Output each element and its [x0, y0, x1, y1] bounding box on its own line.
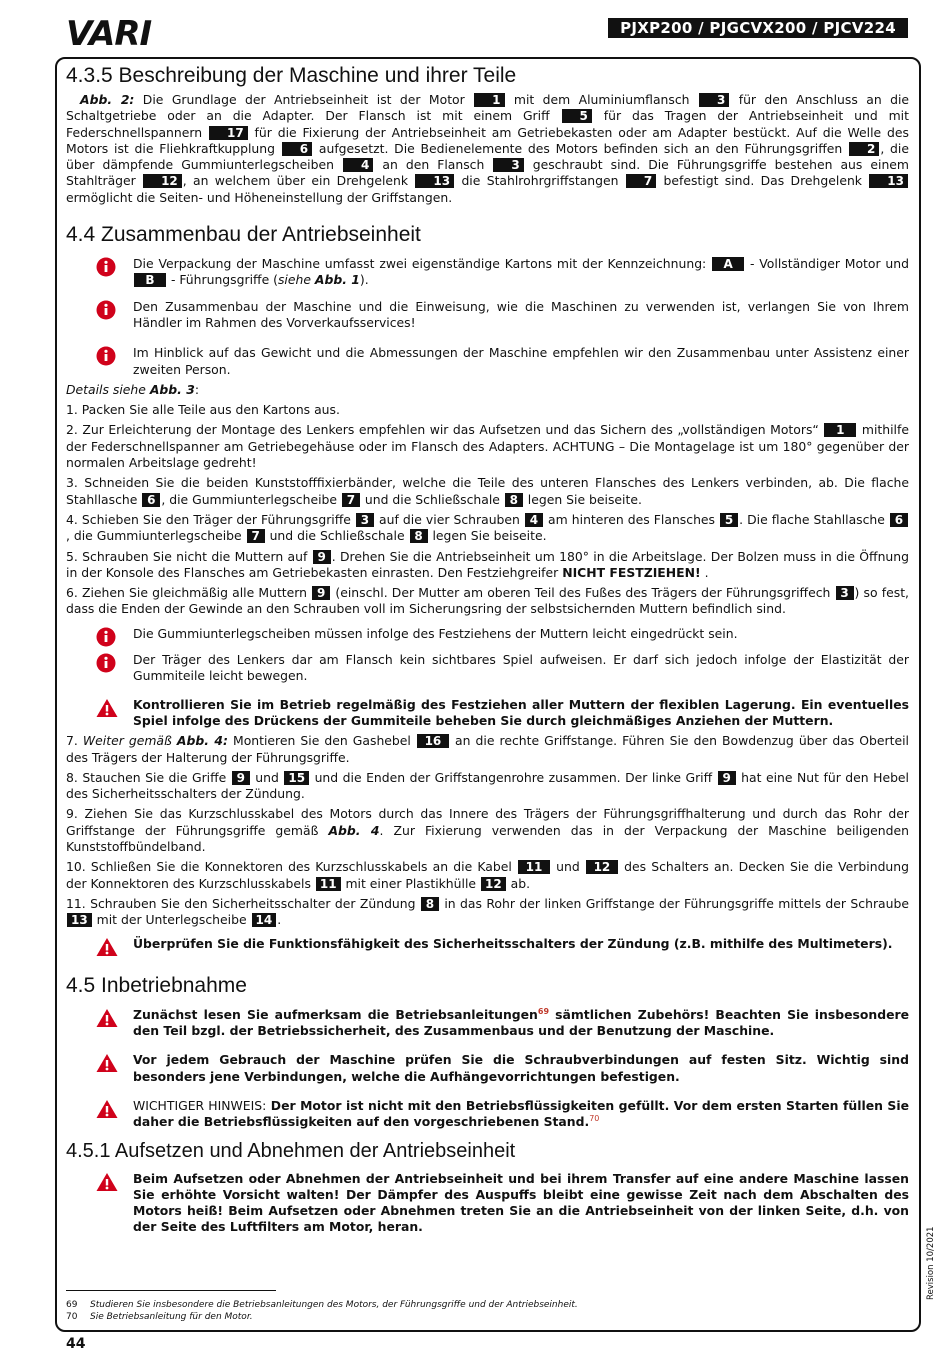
part-number-badge: 4: [525, 513, 543, 527]
part-number-badge: 9: [718, 771, 736, 785]
info-note: Der Träger des Lenkers dar am Flansch kein sichtbares Spiel aufweisen. Er darf sich jedoch infolge der Elastizität der Gummiteile leicht bewegen.: [66, 652, 909, 685]
part-number-badge: 13: [67, 913, 92, 927]
part-number-badge: 6: [282, 142, 312, 156]
revision-label: Revision 10/2021: [926, 1226, 936, 1300]
warning-note: Vor jedem Gebrauch der Maschine prüfen Sie die Schraubverbindungen auf festen Sitz. Wichtig sind besonders jene Verbindungen, welche die Aufhängevorrichtungen befestigen.: [66, 1052, 909, 1085]
warning-note: Kontrollieren Sie im Betrieb regelmäßig des Festziehen aller Muttern der flexiblen Lagerung. Ein eventuelles Spiel infolge des Drückens der Gummiteile beheben Sie durch gleichmäßiges Anziehen der Muttern.: [66, 697, 909, 730]
part-number-badge: 7: [626, 174, 656, 188]
part-number-badge: 9: [312, 586, 330, 600]
info-note: Die Gummiunterlegscheiben müssen infolge des Festziehens der Muttern leicht eingedrückt sein.: [66, 626, 909, 642]
section-4-3-5-title: 4.3.5 Beschreibung der Maschine und ihrer Teile: [66, 64, 517, 87]
step-11: 11. Schrauben Sie den Sicherheitsschalter der Zündung 8 in das Rohr der linken Griffstange der Führungsgriffe mittels der Schraube 13 mit der Unterlegscheibe 14 .: [66, 895, 909, 928]
carton-label-badge: B: [134, 273, 166, 287]
step-7: 7. Weiter gemäß Abb. 4: Montieren Sie den Gashebel 16 an die rechte Griffstange. Führen Sie den Bowdenzug über das Oberteil des Trägers der Halterung der Führungsgriffe.: [66, 733, 910, 765]
info-icon: [96, 653, 116, 673]
info-note: Im Hinblick auf das Gewicht und die Abmessungen der Maschine empfehlen wir den Zusammenbau unter Assistenz einer zweiten Person.: [66, 345, 909, 378]
part-number-badge: 9: [232, 771, 250, 785]
warning-note: WICHTIGER HINWEIS: Der Motor ist nicht mit den Betriebsflüssigkeiten gefüllt. Vor dem ersten Starten füllen Sie daher die Betriebsflüssigkeiten auf den vorgeschriebenen Stand.$^{70}$: [66, 1098, 909, 1131]
part-number-badge: 6: [890, 513, 908, 527]
warning-icon: [96, 1008, 118, 1028]
info-icon: [96, 257, 116, 277]
info-icon: [96, 346, 116, 366]
part-number-badge: 8: [421, 897, 439, 911]
part-number-badge: 1: [824, 423, 856, 437]
page-content: [66, 63, 909, 1236]
footnote: 69 Studieren Sie insbesondere die Betriebsanleitungen des Motors, der Führungsgriffe und der Antriebseinheit.: [66, 1300, 578, 1310]
part-number-badge: 5: [562, 109, 592, 123]
step-3: 3. Schneiden Sie die beiden Kunststofffixierbänder, welche die Teile des unteren Flansches des Lenkers verbinden, ab. Die flache Stahllasche 6 , die Gummiunterlegscheibe 7 und die Schließschale 8 legen Sie beiseite.: [66, 475, 909, 507]
info-icon: [96, 627, 116, 647]
part-number-badge: 3: [356, 513, 374, 527]
footnote-ref: 69: [537, 1006, 550, 1016]
step-5: 5. Schrauben Sie nicht die Muttern auf 9 . Drehen Sie die Antriebseinheit um 180° in die Arbeitslage. Der Bolzen muss in die Öffnung in der Konsole des Flansches am Getriebekasten einrasten. Den Festziehgreifer NICHT FESTZIEHEN! .: [66, 548, 909, 580]
model-label: PJXP200 / PJGCVX200 / PJCV224: [608, 18, 908, 38]
warning-note: Zunächst lesen Sie aufmerksam die Betriebsanleitungen$^{69}$ sämtlichen Zubehörs! Beachten Sie insbesondere den Teil bzgl. der Betriebssicherheit, des Zusammenbaus und der Benutzung der Maschine.: [66, 1007, 909, 1040]
part-number-badge: 2: [849, 142, 879, 156]
warning-icon: [96, 937, 118, 957]
step-6: 6. Ziehen Sie gleichmäßig alle Muttern 9 (einschl. Der Mutter am oberen Teil des Fußes des Trägers der Führungsgriffech 3 ) so fest, dass die Enden der Gewinde an den Schrauben voll im Sicherungsring der selbstsichernden Muttern befindlich sind.: [66, 585, 909, 617]
footnote-divider: [66, 1290, 276, 1291]
part-number-badge: 7: [342, 493, 360, 507]
footnote-ref: 70: [589, 1114, 600, 1124]
warning-icon: [96, 1053, 118, 1073]
step-4: 4. Schieben Sie den Träger der Führungsgriffe 3 auf die vier Schrauben 4 am hinteren des Flansches 5 . Die flache Stahllasche 6, die Gummiunterlegscheibe 7 und die Schließschale 8 legen Sie beiseite.: [66, 512, 909, 545]
part-number-badge: 12: [586, 860, 618, 874]
part-number-badge: 15: [284, 771, 309, 785]
part-number-badge: 5: [720, 513, 738, 527]
carton-label-badge: A: [712, 257, 744, 271]
part-number-badge: 3: [699, 93, 729, 107]
details-line: Details siehe Abb. 3:: [66, 381, 200, 397]
part-number-badge: 7: [247, 529, 265, 543]
part-number-badge: 16: [417, 734, 449, 748]
page-number: 44: [66, 1336, 86, 1352]
step-2: 2. Zur Erleichterung der Montage des Lenkers empfehlen wir das Aufsetzen und das Sichern des „vollständigen Motors“ 1 mithilfe der Federschnellspanner am Getriebegehäuse oder im Flansch des Adapters. ACHTUNG – Die Montagelage ist um 180° gegenüber der normalen Arbeitslage gedreht!: [66, 422, 909, 471]
part-number-badge: 8: [505, 493, 523, 507]
part-number-badge: 4: [343, 158, 373, 172]
info-note: Die Verpackung der Maschine umfasst zwei eigenständige Kartons mit der Kennzeichnung: A - Vollständiger Motor und B - Führungsgriffe (siehe Abb. 1).: [66, 256, 909, 289]
warning-icon: [96, 1172, 118, 1192]
part-number-badge: 11: [518, 860, 550, 874]
step-9: 9. Ziehen Sie das Kurzschlusskabel des Motors durch das Innere des Trägers der Führungsgriffhalterung und durch das Rohr der Griffstange der Führungsgriffe gemäß Abb. 4. Zur Fixierung verwenden das in der Verpackung der Maschine beiligenden Kunststoffbündelband.: [66, 806, 909, 854]
section-4-5-title: 4.5 Inbetriebnahme: [66, 973, 247, 997]
footnote: 70 Sie Betriebsanleitung für den Motor.: [66, 1312, 253, 1322]
part-number-badge: 9: [313, 550, 331, 564]
part-number-badge: 13: [869, 174, 908, 188]
part-number-badge: 17: [209, 126, 248, 140]
part-number-badge: 12: [481, 877, 506, 891]
info-icon: [96, 300, 116, 320]
warning-icon: [96, 698, 118, 718]
part-number-badge: 8: [410, 529, 428, 543]
info-note: Den Zusammenbau der Maschine und die Einweisung, wie die Maschinen zu verwenden ist, verlangen Sie von Ihrem Händler im Rahmen des Vorverkaufsservices!: [66, 299, 909, 332]
section-4-4-title: 4.4 Zusammenbau der Antriebseinheit: [66, 223, 421, 247]
step-1: 1. Packen Sie alle Teile aus den Kartons aus.: [66, 402, 340, 418]
step-8: 8. Stauchen Sie die Griffe 9 und 15 und die Enden der Griffstangenrohre zusammen. Der linke Griff 9 hat eine Nut für den Hebel des Sicherheitsschalters der Zündung.: [66, 769, 909, 802]
warning-note: Überprüfen Sie die Funktionsfähigkeit des Sicherheitsschalters der Zündung (z.B. mithilfe des Multimeters).: [66, 936, 909, 952]
vari-logo: [66, 16, 206, 48]
part-number-badge: 3: [836, 586, 854, 600]
part-number-badge: 11: [316, 877, 341, 891]
warning-note: Beim Aufsetzen oder Abnehmen der Antriebseinheit und bei ihrem Transfer auf eine andere Maschine lassen Sie erhöhte Vorsicht walten! Der Dämpfer des Auspuffs bleibt eine gewisse Zeit nach dem Abschalten des Motors heiß! Beim Aufsetzen oder Abnehmen treten Sie an die Antriebseinheit von der linken Seite, d.h. von der Seite des Luftfilters am Motor, heran.: [66, 1171, 909, 1236]
section-4-3-5-text: Abb. 2: Die Grundlage der Antriebseinheit ist der Motor 1 mit dem Aluminiumflansch 3 für den Anschluss an die Schaltgetriebe oder an die Adapter. Der Flansch ist mit einem Griff 5 für das Tragen der Antriebseinheit und mit Federschnellspannern 17 für die Fixierung der Antriebseinheit am Getriebekasten oder am Adapter bestückt. Auf die Welle des Motors ist die Fliehkraftkupplung 6 aufgesetzt. Die Bedienelemente des Motors befinden sich an den Führungsgriffen 2 , die über dämpfende Gummiunterlegscheiben 4 an den Flansch 3 geschraubt sind. Die Führungsgriffe bestehen aus einem Stahlträger 12 , an welchem über ein Drehgelenk 13 die Stahlrohrgriffstangen 7 befestigt sind. Das Drehgelenk 13 ermöglicht die Seiten- und Höheneinstellung der Griffstangen.: [66, 92, 910, 205]
part-number-badge: 6: [142, 493, 160, 507]
part-number-badge: 12: [143, 174, 182, 188]
part-number-badge: 13: [415, 174, 454, 188]
part-number-badge: 3: [493, 158, 523, 172]
part-number-badge: 1: [474, 93, 504, 107]
section-4-5-1-title: 4.5.1 Aufsetzen und Abnehmen der Antriebseinheit: [66, 1139, 516, 1162]
step-10: 10. Schließen Sie die Konnektoren des Kurzschlusskabels an die Kabel 11 und 12 des Schalters an. Decken Sie die Verbindung der Konnektoren des Kurzschlusskabels 11 mit einer Plastikhülle 12 ab.: [66, 859, 910, 891]
footnotes: [66, 1299, 578, 1323]
svg-text:VARI: VARI: [66, 16, 152, 48]
part-number-badge: 14: [252, 913, 277, 927]
warning-icon: [96, 1099, 118, 1119]
